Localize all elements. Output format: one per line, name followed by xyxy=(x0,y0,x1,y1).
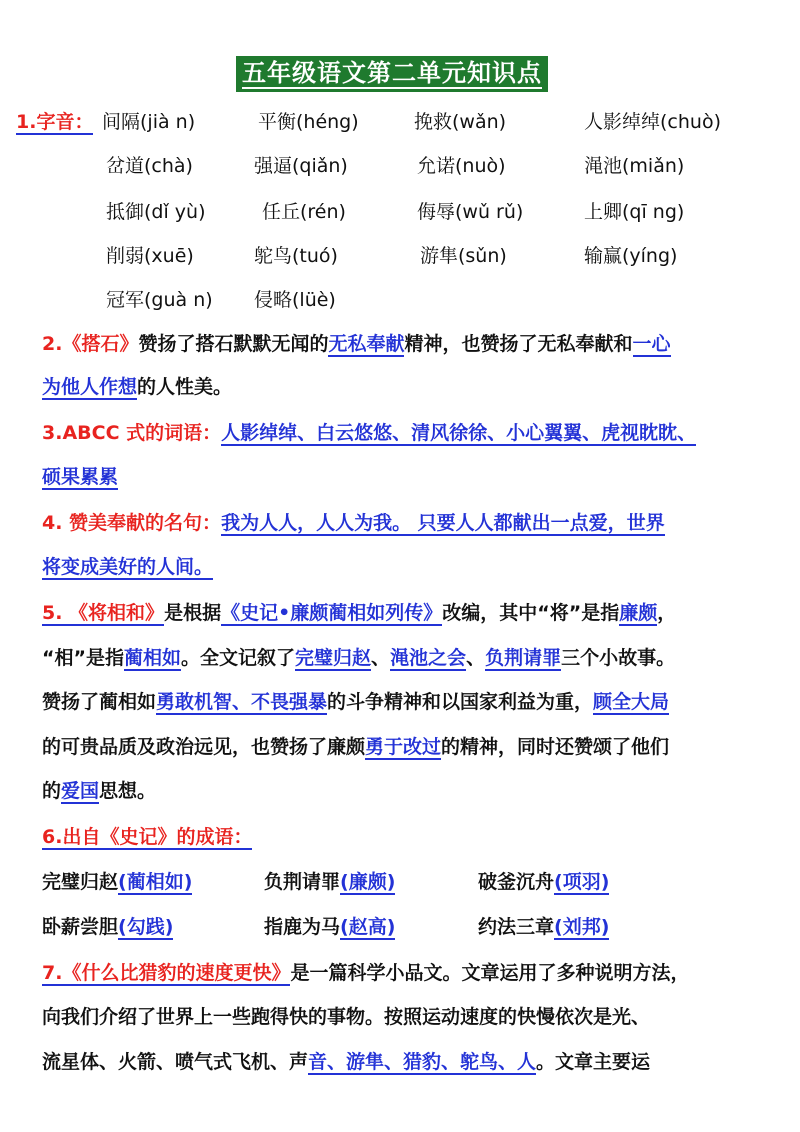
pron-word: 平衡(héng) xyxy=(258,111,359,133)
section5-line5: 的爱国思想。 xyxy=(42,780,157,802)
idiom-item: 指鹿为马(赵高) xyxy=(264,916,396,938)
section7-line1: 7.《什么比猎豹的速度更快》是一篇科学小品文。文章运用了多种说明方法， xyxy=(42,962,690,984)
section2-line2: 为他人作想的人性美。 xyxy=(42,376,233,398)
pron-word: 岔道(chà) xyxy=(106,155,193,177)
pron-word: 冠军(guà n) xyxy=(106,289,213,311)
pron-word: 任丘(rén) xyxy=(262,201,346,223)
pron-word: 间隔(jià n) xyxy=(102,111,196,133)
section4-line1: 4. 赞美奉献的名句：我为人人，人人为我。 只要人人都献出一点爱，世界 xyxy=(42,512,665,534)
section3-line1: 3.ABCC 式的词语：人影绰绰、白云悠悠、清风徐徐、小心翼翼、虎视眈眈、 xyxy=(42,422,697,444)
idiom-item: 完璧归赵(蔺相如) xyxy=(42,871,193,893)
section5-line3: 赞扬了蔺相如勇敢机智、不畏强暴的斗争精神和以国家利益为重，顾全大局 xyxy=(42,691,670,713)
idiom-item: 约法三章(刘邦) xyxy=(478,916,610,938)
pron-word: 强逼(qiǎn) xyxy=(254,155,348,177)
section7-line2: 向我们介绍了世界上一些跑得快的事物。按照运动速度的快慢依次是光、 xyxy=(42,1006,651,1028)
section2-line1: 2.《搭石》赞扬了搭石默默无闻的无私奉献精神，也赞扬了无私奉献和一心 xyxy=(42,333,671,355)
pron-word: 上卿(qī ng) xyxy=(584,201,685,223)
pron-word: 挽救(wǎn) xyxy=(414,111,507,133)
pron-word: 允诺(nuò) xyxy=(417,155,506,177)
section3-line2: 硕果累累 xyxy=(42,466,119,488)
section7-line3: 流星体、火箭、喷气式飞机、声音、游隼、猎豹、鸵鸟、人。文章主要运 xyxy=(42,1051,651,1073)
idiom-item: 负荆请罪(廉颇) xyxy=(264,871,396,893)
pron-word: 游隼(sǔn) xyxy=(420,245,507,267)
section5-line4: 的可贵品质及政治远见，也赞扬了廉颇勇于改过的精神，同时还赞颂了他们 xyxy=(42,736,670,758)
section5-line2: “相”是指蔺相如。全文记叙了完璧归赵、渑池之会、负荆请罪三个小故事。 xyxy=(42,647,676,669)
page-title xyxy=(236,56,548,92)
section5-line1: 5. 《将相和》是根据《史记•廉颇蔺相如列传》改编，其中“将”是指廉颇， xyxy=(42,602,677,624)
pron-word: 抵御(dǐ yù) xyxy=(106,201,206,223)
pron-word: 鸵鸟(tuó) xyxy=(254,245,338,267)
section1-label: 1.字音： xyxy=(16,111,94,133)
section4-line2: 将变成美好的人间。 xyxy=(42,556,214,578)
pron-word: 侮辱(wǔ rǔ) xyxy=(417,201,524,223)
idiom-item: 破釜沉舟(项羽) xyxy=(478,871,610,893)
section6-label: 6.出自《史记》的成语： xyxy=(42,826,253,848)
pron-word: 侵略(lüè) xyxy=(254,289,336,311)
pron-word: 削弱(xuē) xyxy=(106,245,194,267)
idiom-item: 卧薪尝胆(勾践) xyxy=(42,916,174,938)
pron-word: 输赢(yíng) xyxy=(584,245,678,267)
page-title-text: 五年级语文第二单元知识点 xyxy=(242,58,542,87)
pron-word: 渑池(miǎn) xyxy=(584,155,685,177)
pron-word: 人影绰绰(chuò) xyxy=(584,111,721,133)
